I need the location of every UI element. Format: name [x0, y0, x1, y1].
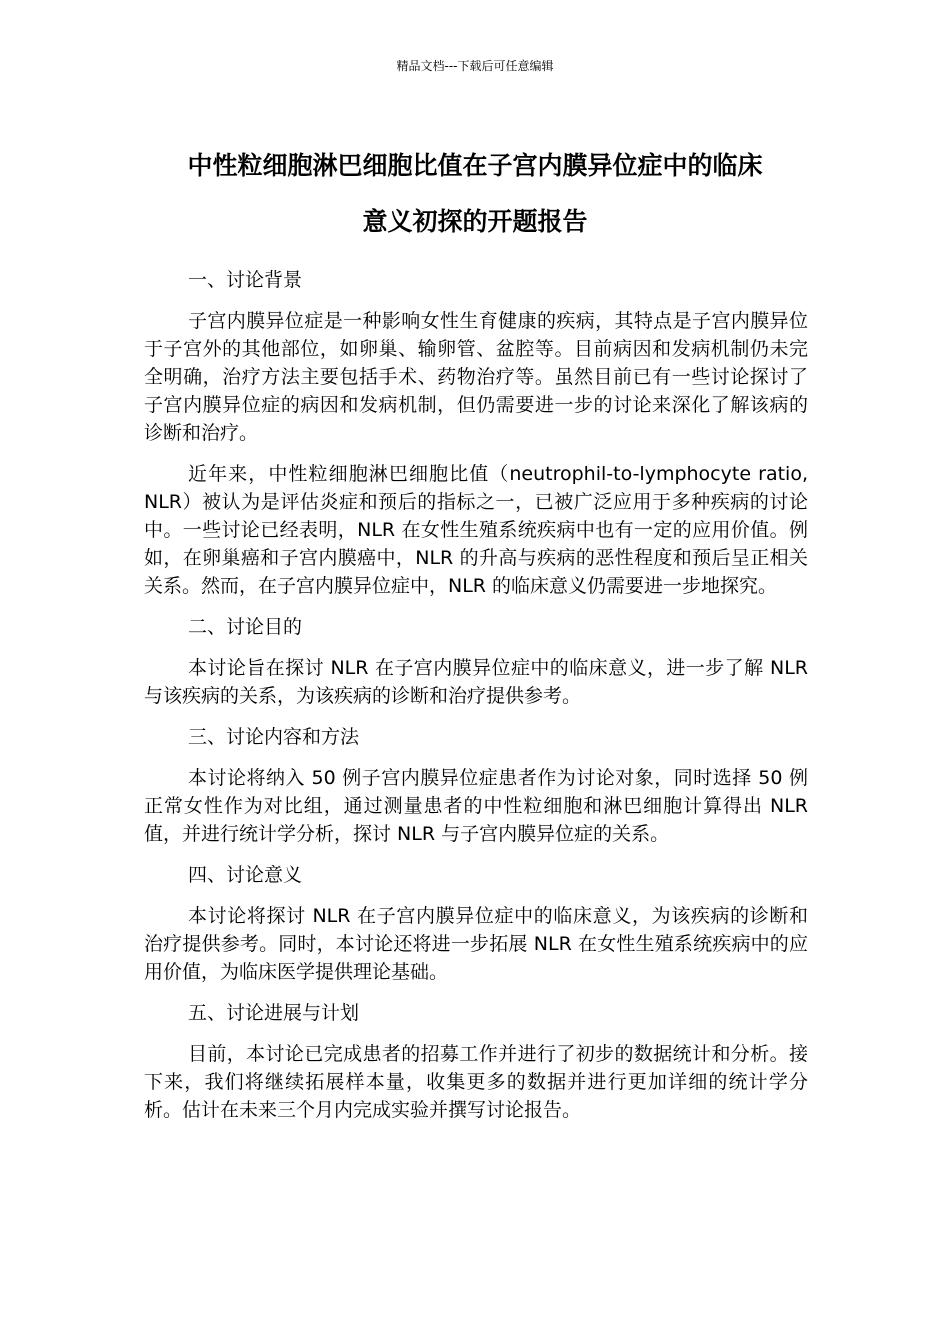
section-heading: 二、讨论目的	[188, 616, 303, 638]
paragraph: 子宫内膜异位症是一种影响女性生育健康的疾病，其特点是子宫内膜异位于子宫外的其他部位，如卵巢、输卵管、盆腔等。目前病因和发病机制仍未完全明确，治疗方法主要包括手术、药物治疗等。虽然目前已有一些讨论探讨了子宫内膜异位症的病因和发病机制，但仍需要进一步的讨论来深化了解该病的诊断和治疗。	[144, 310, 808, 444]
section-heading: 五、讨论进展与计划	[188, 1002, 360, 1024]
section-methods	[144, 723, 808, 848]
title-line-2: 意义初探的开题报告	[362, 207, 588, 236]
section-progress	[144, 999, 808, 1124]
section-purpose	[144, 613, 808, 710]
section-heading: 一、讨论背景	[188, 269, 303, 291]
paragraph: 目前，本讨论已完成患者的招募工作并进行了初步的数据统计和分析。接下来，我们将继续拓展样本量，收集更多的数据并进行更加详细的统计学分析。估计在未来三个月内完成实验并撰写讨论报告。	[144, 1043, 808, 1121]
section-significance	[144, 861, 808, 986]
document-body	[144, 266, 808, 1137]
header-note: 精品文档---下载后可任意编辑	[396, 59, 554, 73]
document-title	[140, 138, 810, 250]
paragraph: 本讨论旨在探讨 NLR 在子宫内膜异位症中的临床意义，进一步了解 NLR 与该疾病的关系，为该疾病的诊断和治疗提供参考。	[144, 657, 808, 707]
section-heading: 三、讨论内容和方法	[188, 726, 360, 748]
paragraph: 本讨论将探讨 NLR 在子宫内膜异位症中的临床意义，为该疾病的诊断和治疗提供参考。同时，本讨论还将进一步拓展 NLR 在女性生殖系统疾病中的应用价值，为临床医学提供理论基础。	[144, 905, 808, 983]
section-background	[144, 266, 808, 600]
paragraph: 本讨论将纳入 50 例子宫内膜异位症患者作为讨论对象，同时选择 50 例正常女性作为对比组，通过测量患者的中性粒细胞和淋巴细胞计算得出 NLR 值，并进行统计学分析，探讨 NLR 与子宫内膜异位症的关系。	[144, 767, 808, 845]
paragraph: 近年来，中性粒细胞淋巴细胞比值（neutrophil-to-lymphocyte ratio, NLR）被认为是评估炎症和预后的指标之一，已被广泛应用于多种疾病的讨论中。一些讨论已经表明，NLR 在女性生殖系统疾病中也有一定的应用价值。例如，在卵巢癌和子宫内膜癌中，NLR 的升高与疾病的恶性程度和预后呈正相关关系。然而，在子宫内膜异位症中，NLR 的临床意义仍需要进一步地探究。	[144, 463, 808, 597]
title-line-1: 中性粒细胞淋巴细胞比值在子宫内膜异位症中的临床	[187, 151, 763, 180]
section-heading: 四、讨论意义	[188, 864, 303, 886]
